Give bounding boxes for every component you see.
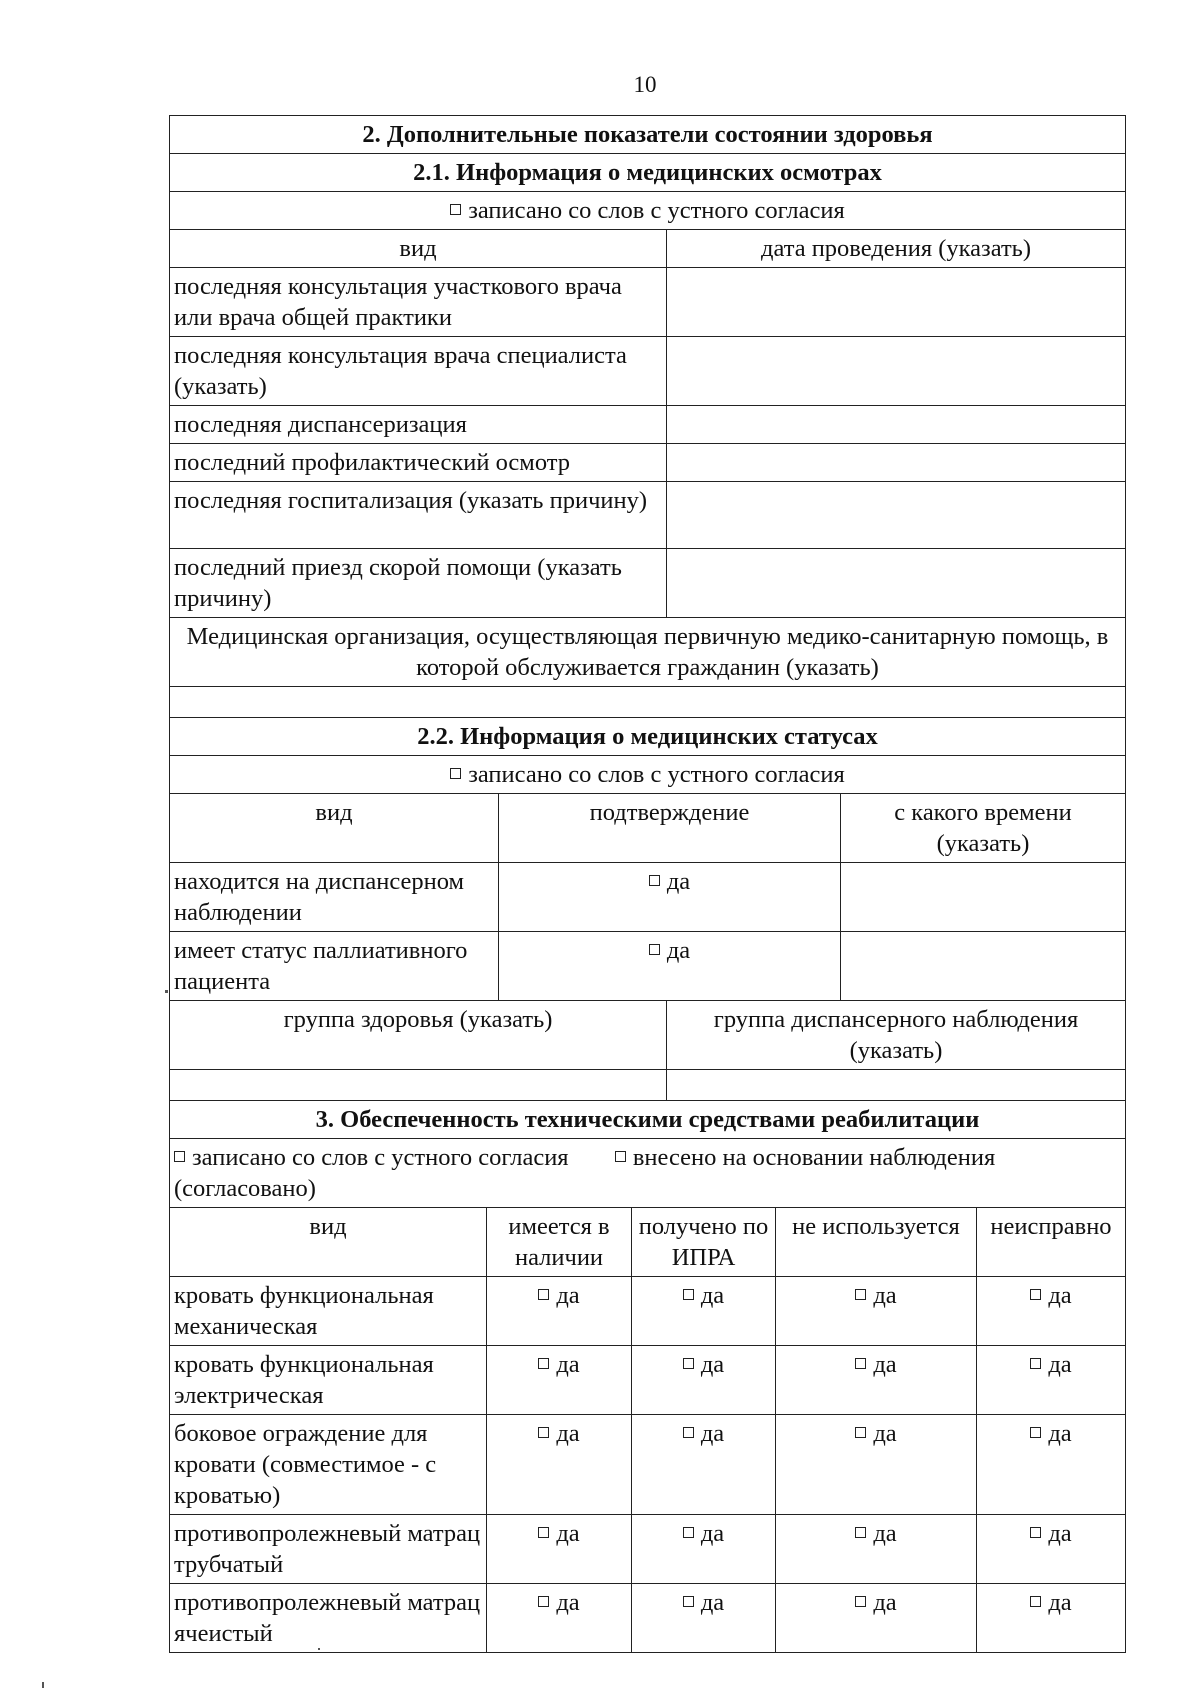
col-header-type: вид [170,1208,487,1277]
consent-label: записано со слов с устного согласия [468,197,845,224]
status-label: находится на диспансерном наблюдении [170,863,499,932]
yes-cell [487,1415,632,1515]
checkbox[interactable] [683,1358,694,1369]
yes-cell [632,1515,776,1584]
checkbox[interactable] [538,1427,549,1438]
yes-cell [632,1584,776,1653]
checkbox[interactable] [683,1527,694,1538]
health-group-label: группа здоровья (указать) [170,1001,667,1070]
yes-label: да [556,1420,580,1447]
equipment-label: кровать функциональная механическая [170,1277,487,1346]
yes-cell [487,1346,632,1415]
checkup-date-field[interactable] [667,337,1126,406]
checkbox[interactable] [174,1151,185,1162]
checkbox[interactable] [683,1289,694,1300]
yes-label: да [873,1589,897,1616]
checkbox[interactable] [538,1527,549,1538]
col-header-broken: неисправно [977,1208,1126,1277]
checkup-date-field[interactable] [667,482,1126,549]
yes-label: да [873,1420,897,1447]
yes-label: да [666,868,691,895]
since-field[interactable] [841,863,1126,932]
col-header-available: имеется в наличии [487,1208,632,1277]
checkbox[interactable] [538,1358,549,1369]
section-2-2-title: 2.2. Информация о медицинских статусах [170,718,1126,756]
checkup-label: последняя консультация врача специалиста (указать) [170,337,667,406]
status-label: имеет статус паллиативного пациента [170,932,499,1001]
yes-label: да [556,1351,580,1378]
dispensary-group-field[interactable] [667,1070,1126,1101]
checkbox[interactable] [855,1596,866,1607]
checkbox[interactable] [450,204,461,215]
yes-cell [776,1277,977,1346]
yes-label: да [1048,1520,1072,1547]
yes-label: да [666,937,691,964]
yes-cell [776,1346,977,1415]
col-header-since: с какого времени (указать) [841,794,1126,863]
consent-verbal-label: записано со слов с устного согласия [192,1144,569,1171]
checkbox[interactable] [855,1289,866,1300]
checkbox[interactable] [538,1596,549,1607]
yes-cell [632,1346,776,1415]
equipment-label: кровать функциональная электрическая [170,1346,487,1415]
yes-label: да [700,1351,725,1378]
consent-row [170,1139,1126,1208]
agreed-label: (согласовано) [174,1175,316,1202]
yes-label: да [556,1520,580,1547]
rehab-equipment-table [169,1101,1126,1653]
confirm-cell [499,932,841,1001]
checkbox[interactable] [855,1527,866,1538]
col-header-unused: не используется [776,1208,977,1277]
yes-label: да [1048,1351,1072,1378]
confirm-cell [499,863,841,932]
consent-observed-label: внесено на основании наблюдения [632,1144,996,1171]
col-header-date: дата проведения (указать) [667,230,1126,268]
scan-speck [318,1648,320,1650]
equipment-label: боковое ограждение для кровати (совместимое - с кроватью) [170,1415,487,1515]
consent-label: записано со слов с устного согласия [468,761,845,788]
yes-label: да [873,1282,897,1309]
section-2-1-title: 2.1. Информация о медицинских осмотрах [170,154,1126,192]
yes-label: да [700,1282,725,1309]
checkup-date-field[interactable] [667,406,1126,444]
checkup-label: последний приезд скорой помощи (указать причину) [170,549,667,618]
medical-org-field[interactable] [170,687,1126,718]
yes-label: да [873,1351,897,1378]
yes-label: да [700,1520,725,1547]
yes-label: да [700,1420,725,1447]
checkup-date-field[interactable] [667,444,1126,482]
yes-label: да [556,1589,580,1616]
checkbox[interactable] [1030,1358,1041,1369]
yes-cell [977,1584,1126,1653]
checkbox[interactable] [1030,1289,1041,1300]
health-group-field[interactable] [170,1070,667,1101]
yes-cell [776,1515,977,1584]
section-3-title: 3. Обеспеченность техническими средствами реабилитации [170,1101,1126,1139]
yes-cell [977,1346,1126,1415]
scan-speck [42,1682,44,1688]
yes-cell [776,1584,977,1653]
scan-speck [165,990,168,993]
checkbox[interactable] [683,1596,694,1607]
yes-label: да [556,1282,580,1309]
checkbox[interactable] [855,1358,866,1369]
col-header-type: вид [170,794,499,863]
equipment-label: противопролежневый матрац ячеистый [170,1584,487,1653]
checkup-date-field[interactable] [667,268,1126,337]
consent-row [170,756,1126,794]
checkup-label: последняя госпитализация (указать причину) [170,482,667,549]
yes-cell [632,1415,776,1515]
yes-label: да [873,1520,897,1547]
col-header-received: получено по ИПРА [632,1208,776,1277]
checkbox[interactable] [649,875,660,886]
medical-status-table [169,718,1126,1001]
yes-label: да [1048,1420,1072,1447]
equipment-label: противопролежневый матрац трубчатый [170,1515,487,1584]
yes-cell [487,1515,632,1584]
yes-cell [632,1277,776,1346]
checkup-label: последняя консультация участкового врача или врача общей практики [170,268,667,337]
checkup-label: последний профилактический осмотр [170,444,667,482]
yes-label: да [1048,1589,1072,1616]
checkbox[interactable] [649,944,660,955]
section-2-title: 2. Дополнительные показатели состоянии здоровья [170,116,1126,154]
yes-cell [487,1584,632,1653]
checkbox[interactable] [1030,1427,1041,1438]
yes-label: да [700,1589,725,1616]
checkbox[interactable] [1030,1596,1041,1607]
checkbox[interactable] [538,1289,549,1300]
checkbox[interactable] [615,1151,626,1162]
medical-org-label: Медицинская организация, осуществляющая первичную медико-санитарную помощь, в которой обслуживается гражданин (указать) [170,618,1126,687]
health-group-table [169,1001,1126,1101]
yes-cell [487,1277,632,1346]
col-header-confirm: подтверждение [499,794,841,863]
checkbox[interactable] [450,768,461,779]
form-sheet [169,115,1126,1653]
checkup-date-field[interactable] [667,549,1126,618]
checkbox[interactable] [855,1427,866,1438]
consent-row [170,192,1126,230]
yes-cell [977,1277,1126,1346]
col-header-type: вид [170,230,667,268]
yes-label: да [1048,1282,1072,1309]
yes-cell [977,1415,1126,1515]
yes-cell [977,1515,1126,1584]
dispensary-group-label: группа диспансерного наблюдения (указать) [667,1001,1126,1070]
checkbox[interactable] [683,1427,694,1438]
page-number: 10 [633,72,657,97]
medical-checkups-table [169,115,1126,718]
yes-cell [776,1415,977,1515]
checkbox[interactable] [1030,1527,1041,1538]
since-field[interactable] [841,932,1126,1001]
checkup-label: последняя диспансеризация [170,406,667,444]
